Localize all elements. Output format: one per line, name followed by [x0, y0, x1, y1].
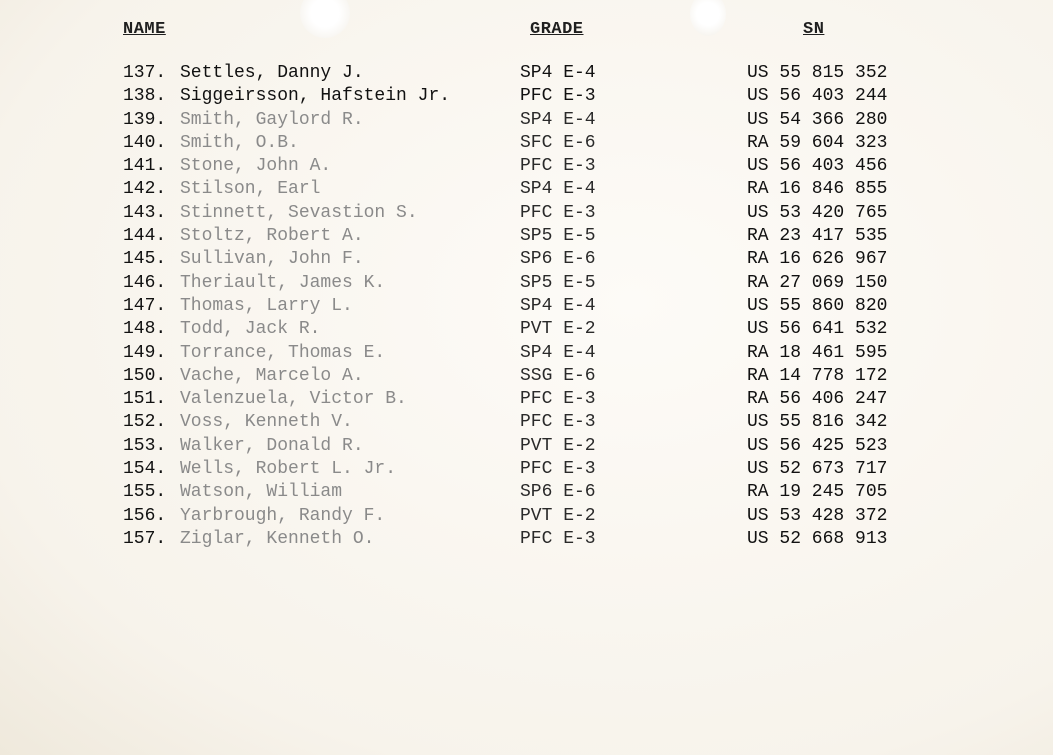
row-grade: PFC E-3 — [520, 202, 596, 223]
roster-row — [0, 295, 1053, 318]
punch-hole — [690, 0, 726, 36]
row-name: Smith, O.B. — [180, 132, 299, 153]
column-header-grade: GRADE — [530, 20, 584, 39]
row-number: 151. — [123, 389, 167, 410]
row-name: Stoltz, Robert A. — [180, 226, 364, 247]
roster-row — [0, 225, 1053, 248]
row-serial-number: US 56 403 244 — [747, 86, 888, 107]
roster-row — [0, 318, 1053, 341]
roster-row — [0, 62, 1053, 85]
row-serial-number: US 53 428 372 — [747, 505, 888, 526]
row-name: Siggeirsson, Hafstein Jr. — [180, 86, 451, 107]
row-serial-number: US 55 815 352 — [747, 63, 888, 83]
row-number: 139. — [123, 109, 167, 130]
row-name: Stone, John A. — [180, 156, 332, 177]
row-grade: PVT E-2 — [520, 505, 596, 526]
roster-row — [0, 85, 1053, 108]
row-grade: PFC E-3 — [520, 86, 596, 107]
row-name: Walker, Donald R. — [180, 435, 364, 456]
row-serial-number: RA 23 417 535 — [747, 226, 888, 247]
roster-row — [0, 202, 1053, 225]
row-grade: SFC E-6 — [520, 132, 596, 153]
row-serial-number: US 55 860 820 — [747, 295, 888, 316]
row-grade: SP4 E-4 — [520, 109, 596, 130]
row-number: 149. — [123, 342, 167, 363]
row-name: Wells, Robert L. Jr. — [180, 459, 397, 480]
row-serial-number: US 52 673 717 — [747, 459, 888, 480]
row-grade: PFC E-3 — [520, 389, 596, 410]
row-grade: SP6 E-6 — [520, 482, 596, 503]
row-grade: SP6 E-6 — [520, 249, 596, 270]
row-name: Settles, Danny J. — [180, 63, 364, 83]
row-grade: SSG E-6 — [520, 365, 596, 386]
row-serial-number: RA 56 406 247 — [747, 389, 888, 410]
row-name: Stilson, Earl — [180, 179, 321, 200]
roster-row — [0, 528, 1053, 551]
row-grade: PFC E-3 — [520, 412, 596, 433]
row-serial-number: US 52 668 913 — [747, 528, 888, 549]
row-serial-number: RA 59 604 323 — [747, 132, 888, 153]
row-name: Ziglar, Kenneth O. — [180, 528, 375, 549]
row-name: Todd, Jack R. — [180, 319, 321, 340]
row-number: 154. — [123, 459, 167, 480]
row-number: 150. — [123, 365, 167, 386]
row-name: Torrance, Thomas E. — [180, 342, 386, 363]
roster-row — [0, 365, 1053, 388]
row-serial-number: US 56 403 456 — [747, 156, 888, 177]
row-number: 138. — [123, 86, 167, 107]
row-number: 147. — [123, 295, 167, 316]
roster-row — [0, 132, 1053, 155]
row-name: Sullivan, John F. — [180, 249, 364, 270]
row-number: 153. — [123, 435, 167, 456]
row-grade: SP5 E-5 — [520, 272, 596, 293]
roster-row — [0, 248, 1053, 271]
row-name: Watson, William — [180, 482, 343, 503]
roster-row — [0, 411, 1053, 434]
row-grade: SP4 E-4 — [520, 63, 596, 83]
row-grade: PFC E-3 — [520, 528, 596, 549]
row-name: Thomas, Larry L. — [180, 295, 353, 316]
roster-row — [0, 178, 1053, 201]
row-number: 141. — [123, 156, 167, 177]
roster-row — [0, 342, 1053, 365]
row-serial-number: US 55 816 342 — [747, 412, 888, 433]
row-number: 152. — [123, 412, 167, 433]
row-name: Smith, Gaylord R. — [180, 109, 364, 130]
row-grade: SP4 E-4 — [520, 295, 596, 316]
row-serial-number: RA 14 778 172 — [747, 365, 888, 386]
row-name: Valenzuela, Victor B. — [180, 389, 407, 410]
row-name: Voss, Kenneth V. — [180, 412, 353, 433]
roster-row — [0, 481, 1053, 504]
row-grade: SP4 E-4 — [520, 342, 596, 363]
row-number: 143. — [123, 202, 167, 223]
row-number: 140. — [123, 132, 167, 153]
row-serial-number: RA 27 069 150 — [747, 272, 888, 293]
row-number: 144. — [123, 226, 167, 247]
row-serial-number: US 53 420 765 — [747, 202, 888, 223]
row-number: 155. — [123, 482, 167, 503]
row-number: 157. — [123, 528, 167, 549]
row-grade: SP4 E-4 — [520, 179, 596, 200]
row-number: 142. — [123, 179, 167, 200]
row-name: Stinnett, Sevastion S. — [180, 202, 418, 223]
roster-row — [0, 505, 1053, 528]
row-name: Theriault, James K. — [180, 272, 386, 293]
row-name: Vache, Marcelo A. — [180, 365, 364, 386]
row-number: 145. — [123, 249, 167, 270]
row-grade: SP5 E-5 — [520, 226, 596, 247]
row-serial-number: US 56 425 523 — [747, 435, 888, 456]
roster-row — [0, 109, 1053, 132]
roster-row — [0, 458, 1053, 481]
roster-row — [0, 272, 1053, 295]
row-grade: PFC E-3 — [520, 156, 596, 177]
roster-row — [0, 388, 1053, 411]
roster-row — [0, 435, 1053, 458]
row-number: 156. — [123, 505, 167, 526]
row-number: 146. — [123, 272, 167, 293]
row-number: 148. — [123, 319, 167, 340]
row-grade: PVT E-2 — [520, 319, 596, 340]
row-number: 137. — [123, 63, 167, 83]
row-grade: PVT E-2 — [520, 435, 596, 456]
row-grade: PFC E-3 — [520, 459, 596, 480]
row-serial-number: RA 16 626 967 — [747, 249, 888, 270]
punch-hole — [300, 0, 350, 38]
roster-row — [0, 155, 1053, 178]
row-serial-number: US 54 366 280 — [747, 109, 888, 130]
row-serial-number: RA 16 846 855 — [747, 179, 888, 200]
row-serial-number: US 56 641 532 — [747, 319, 888, 340]
row-serial-number: RA 19 245 705 — [747, 482, 888, 503]
column-header-sn: SN — [803, 20, 825, 39]
row-serial-number: RA 18 461 595 — [747, 342, 888, 363]
column-header-name: NAME — [123, 20, 166, 39]
row-name: Yarbrough, Randy F. — [180, 505, 386, 526]
roster-list — [0, 62, 1053, 551]
